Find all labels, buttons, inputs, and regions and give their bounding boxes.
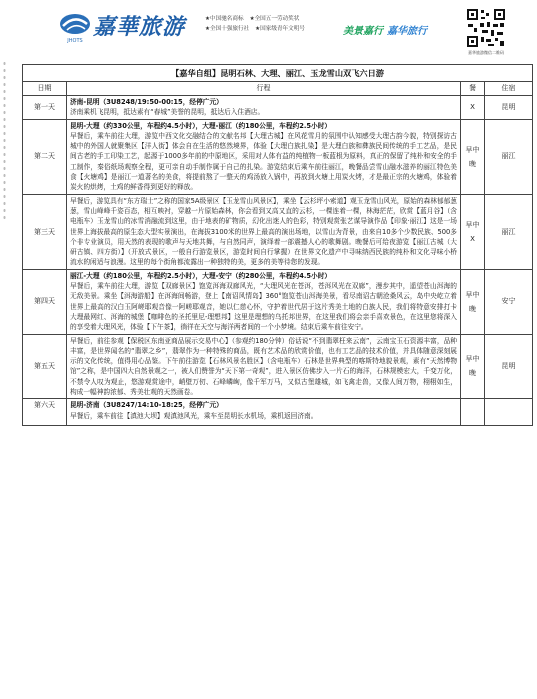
stay-cell: 丽江	[485, 119, 533, 194]
stay-cell	[485, 399, 533, 426]
schedule-cell	[67, 194, 461, 269]
table-title-row	[23, 65, 533, 82]
day-description: 早餐后，游览具有“东方瑞士”之称的国家5A级景区【玉龙雪山风景区】，乘坐【云杉坪小索道】观玉龙雪山风光，原始的森林郁郁葱葱，雪山峰峰千姿百态，相互映衬，穿越一片原始森林，你会看到又高又直的云杉，一棵连着一棵，林海茫茫，欣赏【蓝月谷】（含电瓶车）玉龙雪山的冰雪消融流到这里，由于地表的矿物质，幻化出迷人的色彩，特别观赏张艺谋导演作品【印象·丽江】这是一场世界上海拔最高的原生态大型实景演出，在海拔3100米的世界上最高的演出场地，以雪山为背景，由来自10多个少数民族、500多个非专业演员，用天然的表现的歌声与天地共舞，与自然同声，演绎着一部震撼人心的歌舞剧。晚餐后可给夜游览【丽江古城（大研古镇、四方街）】（开放式景区，一般自行游览景区，游览时间自行掌握）在世界文化遗产中寻味纳西民族的纯朴和文化寻味小桥流水的闲适与浪漫。这里的每个街角都流露出一种独特的美，更多的美等待您的发现。	[70, 196, 457, 267]
day-description: 济南乘机飞昆明，抵达素有“春城”美誉的昆明，抵达后入住酒店。	[70, 108, 265, 117]
logo-subtext: JHOTS	[67, 38, 83, 44]
award-item: ★中国驰名商标	[205, 16, 244, 22]
table-row	[23, 399, 533, 426]
slogan-part: 嘉华旅行	[387, 26, 427, 37]
awards-list	[205, 14, 311, 34]
day-description: 早餐后，乘车前往【滇池大坝】观滇池风光，乘车至昆明长水机场，乘机返回济南。	[70, 411, 318, 420]
binding-dots	[2, 60, 7, 220]
col-header-meal: 餐	[461, 82, 485, 96]
meal-cell: 早中晚	[461, 119, 485, 194]
schedule-cell	[67, 399, 461, 426]
table-row	[23, 96, 533, 120]
itinerary-title: 【嘉华自组】昆明石林、大理、丽江、玉龙雪山双飞六日游	[23, 65, 533, 82]
day-cell: 第四天	[23, 269, 67, 334]
schedule-cell	[67, 96, 461, 120]
day-description: 早餐后，前往参观【保税区东南亚商品展示交易中心】（参观约180分钟）俗话说“不到翡翠枉来云南”，云南宝玉石资源丰富，品种丰富，是世界闻名的“翡翠之乡”，翡翠作为一种特殊的商品，既有艺术品的欣赏价值，也有工艺品的技术价值，并具体随意深刻展示的文化传统，值得用心品鉴。下午前往游览【石林风景名胜区】（含电瓶车）石林是世界典型的喀斯特地貌景观，素有“天然博物馆”之称，是中国四大自然景观之一，被人们赞誉为“天下第一奇观”，进入景区仿佛步入一片石的海洋，石林规模宏大，千变万化，不禁令人叹为观止，悠游观赏途中，峭壁万仞、石峰嶙峋，像千军万马，又似古堡雄城，如飞禽走兽，又像人间万物，栩栩如生，构成一幅神韵浓郁、秀美壮观的天然画卷。	[70, 336, 457, 397]
route-line: 昆明-大理（约330公里，车程约4.5小时），大理-丽江（约180公里，车程约2.5小时）	[70, 121, 332, 130]
table-row	[23, 119, 533, 194]
day-description: 早餐后，乘车前往大理，游览【双廊景区】饱览洱海双廊风光，“大理风光在苍洱，苍洱风光在双廊”，漫步其中，遥望苍山洱海的无敌美景。乘坐【洱海游船】在洱海间畅游，登上【南诏风情岛】360°饱览苍山洱海美景，看尽南诏古朝沧桑风云，岛中央屹立着世界上最高的汉白玉阿嵯耶观音像一阿嵯耶观音，她以仁慈心怀，守护着世代居于这片秀美土地的白族人民，我们将特意安排打卡大理最网红、洱海的城堡【咖啡色的圣托里尼-理想邦】这里是理想的乌托邦世界，在这里我们将会亲手喜欢景色，在这里您将深入的享受着大理风光，体验【下午茶】，徜徉在天空与海洋两者间的一个小梦境。结束后乘车前往安宁。	[70, 282, 457, 332]
day-cell: 第二天	[23, 119, 67, 194]
jiahua-logo-icon	[58, 10, 92, 36]
slogan	[343, 22, 427, 37]
meal-cell: 早中晚	[461, 334, 485, 399]
col-header-day: 日期	[23, 82, 67, 96]
meal-cell	[461, 399, 485, 426]
brand-name: 嘉華旅游	[93, 14, 186, 40]
qr-caption: 嘉华旅游微信二维码	[468, 50, 504, 55]
award-item: ★全国十强旅行社	[205, 26, 250, 32]
itinerary-table	[22, 64, 533, 426]
stay-cell: 丽江	[485, 194, 533, 269]
col-header-stay: 住宿	[485, 82, 533, 96]
route-line: 丽江-大理（约180公里，车程约2.5小时），大理-安宁（约280公里，车程约4.5小时）	[70, 271, 332, 280]
schedule-cell	[67, 269, 461, 334]
meal-cell: 早中X	[461, 194, 485, 269]
day-cell: 第六天	[23, 399, 67, 426]
schedule-cell	[67, 334, 461, 399]
day-description: 早餐后，乘车前往大理，游览中西文化交融结合的文献名邦【大理古城】在风花雪月的氛围中认知感受大理古韵今貌，特别探访古城中的外国人就聚集区【洋人街】体会自在生活的悠然境界，体验【大理白族扎染】是大理白族和彝族民间传统的手工艺品，是民间古老的手工印染工艺，起源于1000多年前的中原地区，采用对人体有益的纯植物一板蓝根为原料，真正的保留了纯朴和安全的手工制作，秦俗纸场观察全程，更可亲自动手制作属于自己的扎染。游览结束后乘车前往丽江，晚餐品尝雪山融水滋养的丽江特色美食【火塘鸡】是丽江一道著名的美食，将提前熬了一整天的鸡汤放入锅中，再放到火塘上用炭火烤，才是最正宗的火塘鸡，体验着炭火的烘烤，土鸡的鲜香得到更好的释放。	[70, 131, 457, 192]
page-header	[0, 0, 537, 58]
slogan-part: 美景嘉行	[343, 26, 383, 37]
table-row	[23, 334, 533, 399]
table-row	[23, 194, 533, 269]
meal-cell: 早中晚	[461, 269, 485, 334]
stay-cell: 安宁	[485, 269, 533, 334]
stay-cell: 昆明	[485, 96, 533, 120]
stay-cell: 昆明	[485, 334, 533, 399]
day-cell: 第一天	[23, 96, 67, 120]
table-row	[23, 269, 533, 334]
table-header-row	[23, 82, 533, 96]
col-header-schedule: 行程	[67, 82, 461, 96]
award-item: ★全国五一劳动奖状	[249, 16, 300, 22]
meal-cell: X	[461, 96, 485, 120]
day-cell: 第三天	[23, 194, 67, 269]
qr-code-icon	[466, 8, 506, 48]
award-item: ★国家级青年文明号	[255, 26, 305, 32]
day-cell: 第五天	[23, 334, 67, 399]
route-line: 昆明-济南（3U8247/14:10-18:25，经停广元）	[70, 401, 223, 410]
schedule-cell	[67, 119, 461, 194]
route-line: 济南-昆明（3U8248/19:50-00:15，经停广元）	[70, 98, 223, 106]
